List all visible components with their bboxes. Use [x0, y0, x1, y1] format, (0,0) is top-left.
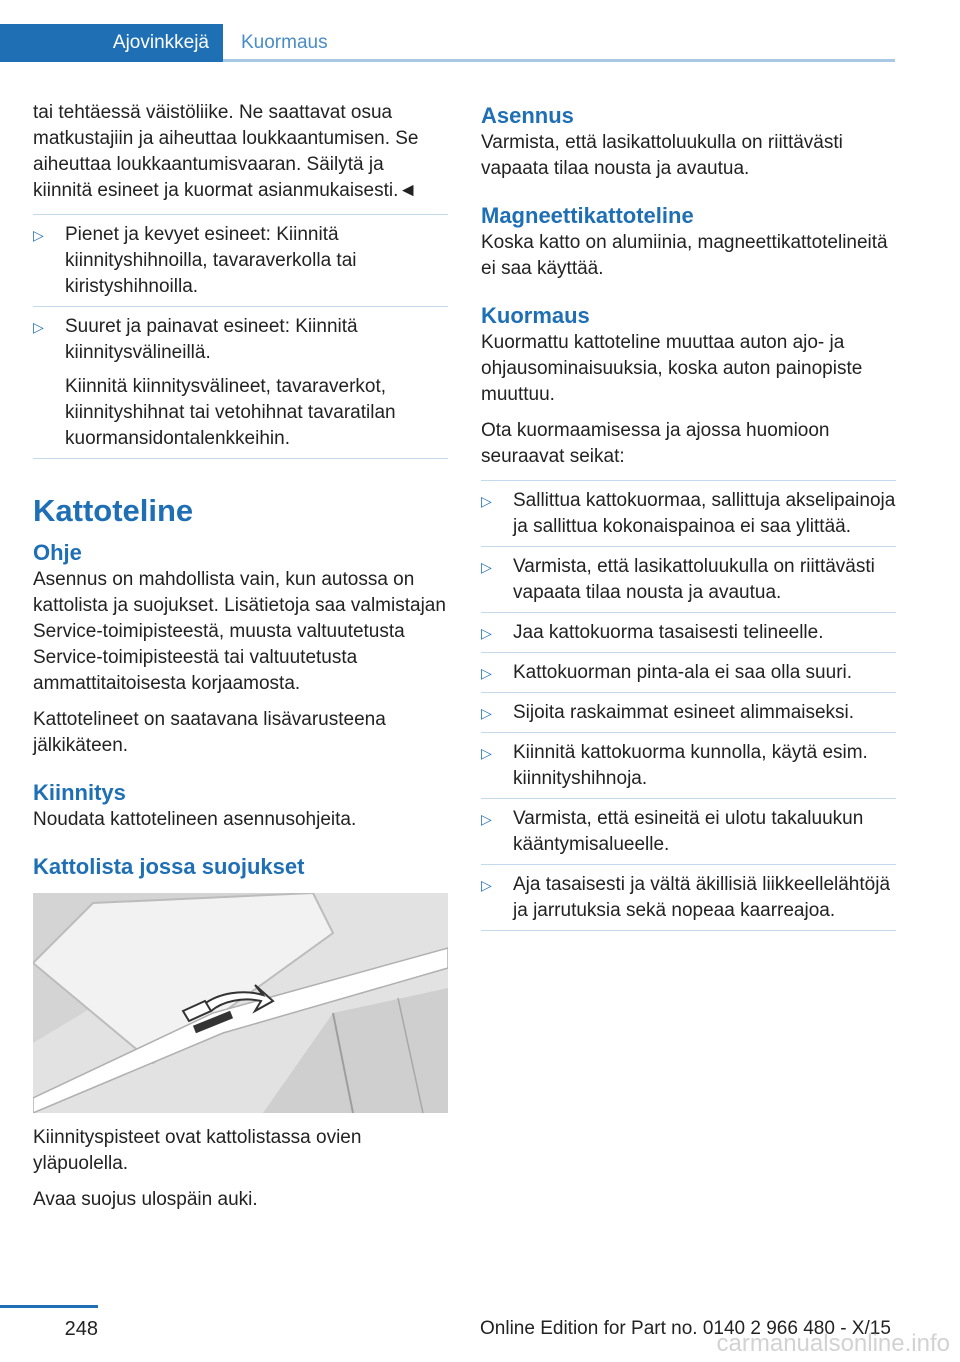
- tab-kuormaus[interactable]: Kuormaus: [241, 32, 328, 53]
- list-item-text: Sallittua kattokuormaa, sallittuja akselipainoja ja sallittua kokonaispainoa ei saa ylittää.: [513, 490, 896, 537]
- page-number-rule: [0, 1305, 98, 1308]
- after-figure-paragraph-2: Avaa suojus ulospäin auki.: [33, 1189, 258, 1210]
- intro-paragraph: tai tehtäessä väistöliike. Ne saattavat osua matkustajiin ja aiheuttaa loukkaantumisen. Se aiheuttaa loukkaantumisvaaran. Säilytä ja kiinnitä esineet ja kuormat asianmukaisesti.◄: [33, 102, 419, 201]
- heading-kiinnitys: Kiinnitys: [33, 780, 126, 805]
- list-item: [481, 547, 896, 613]
- ohje-paragraph-2: Kattotelineet on saatavana lisävarusteena jälkikäteen.: [33, 709, 386, 756]
- list-item-text: Varmista, että esineitä ei ulotu takaluukun kääntymisalueelle.: [513, 808, 864, 855]
- roof-rail-illustration: [33, 893, 448, 1113]
- left-bullet-list: [33, 214, 448, 459]
- list-item: [481, 693, 896, 733]
- section-title-kattoteline: Kattoteline: [33, 493, 194, 528]
- list-item-text: Suuret ja painavat esineet: Kiinnitä kiinnitysvälineillä.: [65, 316, 358, 363]
- triangle-bullet-icon: ▷: [481, 493, 492, 509]
- triangle-bullet-icon: ▷: [481, 559, 492, 575]
- edition-footer: Online Edition for Part no. 0140 2 966 480 - X/15: [480, 1318, 891, 1339]
- triangle-bullet-icon: ▷: [481, 705, 492, 721]
- asennus-paragraph: Varmista, että lasikattoluukulla on riittävästi vapaata tilaa nousta ja avautua.: [481, 132, 843, 179]
- triangle-bullet-icon: ▷: [481, 665, 492, 681]
- roof-rail-image: [33, 893, 448, 1113]
- after-figure-paragraph-1: Kiinnityspisteet ovat kattolistassa ovien yläpuolella.: [33, 1127, 362, 1174]
- ohje-paragraph-1: Asennus on mahdollista vain, kun autossa on kattolista ja suojukset. Lisätietoja saa valmistajan Service-toimipisteestä, muusta valtuutetusta Service-toimipisteestä tai valtuutetusta ammattitaitoisesta korjaamosta.: [33, 569, 446, 694]
- heading-asennus: Asennus: [481, 103, 574, 128]
- list-item: [481, 865, 896, 931]
- heading-magneettikattoteline: Magneettikattoteline: [481, 203, 694, 228]
- right-column: [481, 100, 896, 931]
- heading-kuormaus: Kuormaus: [481, 303, 590, 328]
- watermark: carmanualsonline.info: [716, 1330, 950, 1357]
- triangle-bullet-icon: ▷: [481, 811, 492, 827]
- kuormaus-paragraph-2: Ota kuormaamisessa ja ajossa huomioon seuraavat seikat:: [481, 420, 830, 467]
- left-column: [33, 100, 448, 1223]
- triangle-bullet-icon: ▷: [481, 625, 492, 641]
- list-item: [481, 733, 896, 799]
- list-item-text: Varmista, että lasikattoluukulla on riittävästi vapaata tilaa nousta ja avautua.: [513, 556, 875, 603]
- triangle-bullet-icon: ▷: [481, 877, 492, 893]
- heading-ohje: Ohje: [33, 540, 82, 565]
- list-item: [481, 653, 896, 693]
- list-item: [481, 799, 896, 865]
- page-number: 248: [64, 1318, 98, 1340]
- list-item: [33, 307, 448, 459]
- list-item-text: Sijoita raskaimmat esineet alimmaiseksi.: [513, 702, 855, 723]
- magneetti-paragraph: Koska katto on alumiinia, magneettikattotelineitä ei saa käyttää.: [481, 232, 888, 279]
- triangle-bullet-icon: ▷: [33, 319, 44, 335]
- list-item-text: Kiinnitä kattokuorma kunnolla, käytä esim. kiinnityshihnoja.: [513, 742, 868, 789]
- list-item: [481, 613, 896, 653]
- list-item-text: Aja tasaisesti ja vältä äkillisiä liikkeellelähtöjä ja jarrutuksia sekä nopeaa kaarreajoa.: [513, 874, 891, 921]
- list-item-text: Pienet ja kevyet esineet: Kiinnitä kiinnityshihnoilla, tavaraverkolla tai kiristyshihnoilla.: [65, 224, 357, 297]
- heading-kattolista: Kattolista jossa suojukset: [33, 854, 305, 879]
- triangle-bullet-icon: ▷: [33, 227, 44, 243]
- list-item-subtext: Kiinnitä kiinnitysvälineet, tavaraverkot, kiinnityshihnat tai vetohihnat tavaratilan kuormansidontalenkkeihin.: [65, 376, 396, 449]
- list-item-text: Kattokuorman pinta-ala ei saa olla suuri.: [513, 662, 853, 683]
- kiinnitys-paragraph: Noudata kattotelineen asennusohjeita.: [33, 809, 357, 830]
- kuormaus-paragraph-1: Kuormattu kattoteline muuttaa auton ajo- ja ohjausominaisuuksia, koska auton painopiste muuttuu.: [481, 332, 863, 405]
- tab-ajovinkkeja[interactable]: Ajovinkkejä: [0, 24, 223, 62]
- triangle-bullet-icon: ▷: [481, 745, 492, 761]
- list-item: [481, 480, 896, 547]
- list-item-text: Jaa kattokuorma tasaisesti telineelle.: [513, 622, 824, 643]
- right-bullet-list: [481, 480, 896, 931]
- list-item: [33, 214, 448, 307]
